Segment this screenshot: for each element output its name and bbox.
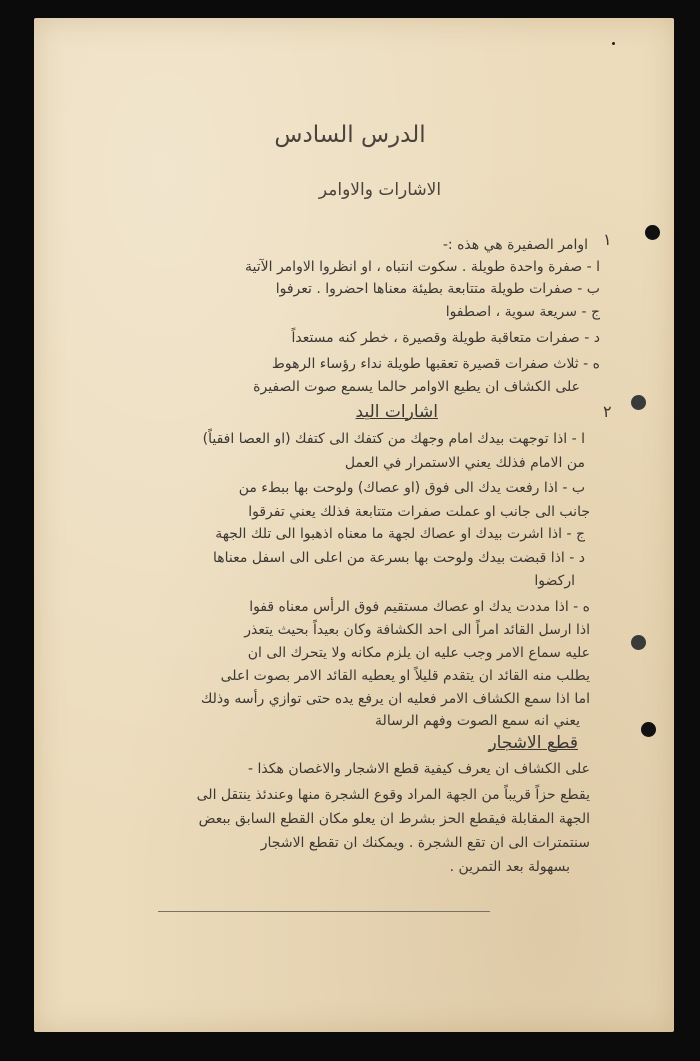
section2-line: ج - اذا اشرت بيدك او عصاك لجهة ما معناه اذهبوا الى تلك الجهة: [215, 526, 585, 542]
section1-line: د - صفرات متعاقبة طويلة وقصيرة ، خطر كنه مستعداً: [291, 330, 600, 346]
section1-intro: اوامر الصفيرة هي هذه :-: [442, 237, 588, 253]
section3-line: يقطع حزاً قريباً من الجهة المراد وقوع الشجرة منها وعندئذ ينتقل الى: [196, 787, 590, 803]
section-number-2: ٢: [603, 402, 612, 421]
section2-line: اركضوا: [534, 573, 575, 589]
page-subtitle: الاشارات والاوامر: [318, 180, 442, 200]
section2-line: عليه سماع الامر وجب عليه ان يلزم مكانه ولا يتحرك الى ان: [247, 645, 590, 661]
section2-line: من الامام فذلك يعني الاستمرار في العمل: [344, 455, 585, 471]
corner-mark: [612, 42, 615, 45]
section1-line: ب - صفرات طويلة متتابعة بطيئة معناها احضروا . تعرفوا: [275, 281, 600, 297]
section1-line: ا - صفرة واحدة طويلة . سكوت انتباه ، او انظروا الاوامر الآتية: [245, 259, 600, 275]
section2-line: اذا ارسل القائد امراً الى احد الكشافة وكان بعيداً بحيث يتعذر: [244, 622, 590, 638]
section2-line: يعني انه سمع الصوت وفهم الرسالة: [375, 713, 580, 729]
section2-line: ه - اذا مددت يدك او عصاك مستقيم فوق الرأس معناه قفوا: [249, 599, 590, 615]
bottom-rule: [158, 911, 490, 912]
section2-line: اما اذا سمع الكشاف الامر فعليه ان يرفع يده حتى توازي رأسه وذلك: [200, 691, 590, 707]
section3-line: على الكشاف ان يعرف كيفية قطع الاشجار والاغصان هكذا -: [248, 761, 590, 777]
punch-hole-upper-middle: [631, 395, 646, 410]
punch-hole-bottom: [641, 722, 656, 737]
section2-line: ب - اذا رفعت يدك الى فوق (او عصاك) ولوحت بها ببطء من: [238, 480, 585, 496]
section1-line: ه - ثلاث صفرات قصيرة تعقبها طويلة نداء رؤساء الرهوط: [271, 356, 600, 372]
section3-heading: قطع الاشجار: [488, 733, 578, 753]
section-number-1: ١: [603, 230, 612, 249]
section2-line: جانب الى جانب او عملت صفرات متتابعة فذلك يعني تفرقوا: [248, 504, 590, 520]
section1-line: ج - سريعة سوية ، اصطفوا: [445, 304, 600, 320]
section2-heading: اشارات اليد: [355, 402, 438, 422]
punch-hole-top: [645, 225, 660, 240]
section1-line: على الكشاف ان يطيع الاوامر حالما يسمع صوت الصفيرة: [253, 379, 580, 395]
section3-line: بسهولة بعد التمرين .: [449, 859, 570, 875]
section2-line: يطلب منه القائد ان يتقدم قليلاً او يعطيه القائد الامر بصوت اعلى: [220, 668, 590, 684]
punch-hole-lower-middle: [631, 635, 646, 650]
section3-line: سنتمترات الى ان تقع الشجرة . ويمكنك ان تقطع الاشجار: [260, 835, 590, 851]
page-title: الدرس السادس: [274, 122, 426, 148]
section3-line: الجهة المقابلة فيقطع الحز بشرط ان يعلو مكان القطع السابق ببعض: [198, 811, 590, 827]
section2-line: د - اذا قبضت بيدك ولوحت بها بسرعة من اعلى الى اسفل معناها: [213, 550, 585, 566]
section2-line: ا - اذا توجهت بيدك امام وجهك من كتفك الى كتفك (او العصا افقياً): [202, 431, 585, 447]
